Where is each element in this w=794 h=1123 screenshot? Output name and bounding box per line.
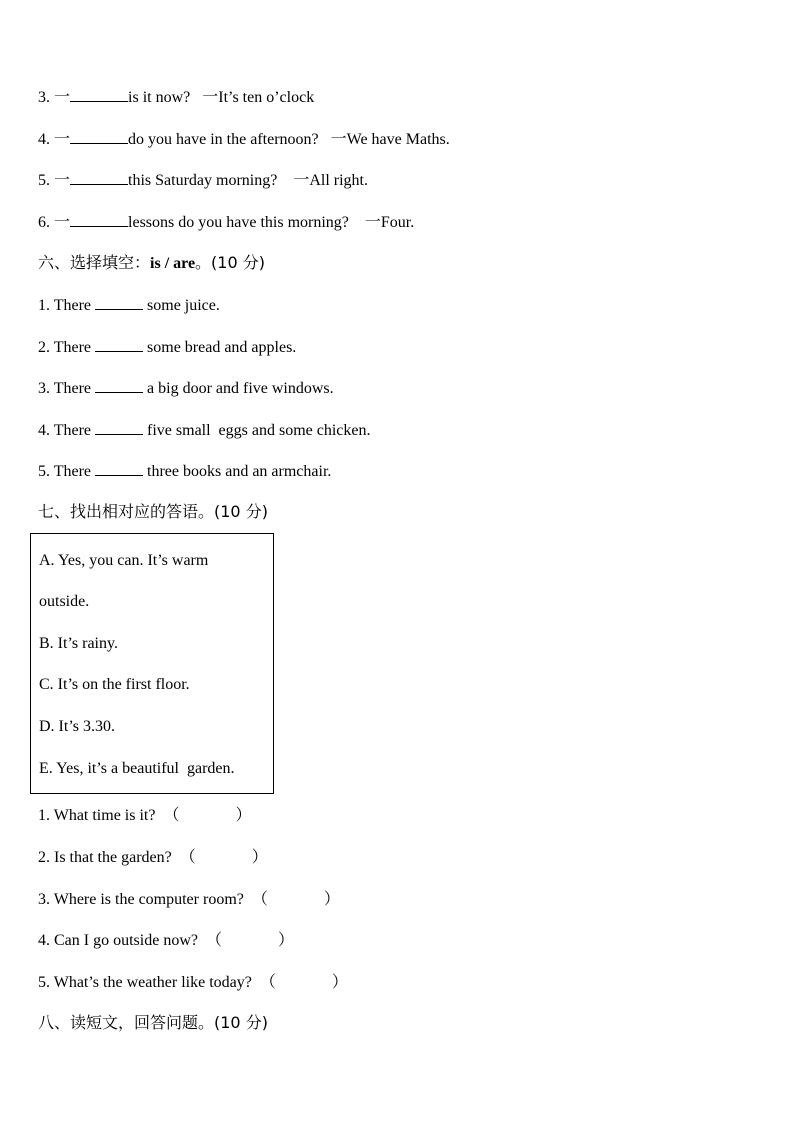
fill-item-4 bbox=[38, 420, 371, 441]
question-text: is it now? 一It’s ten o’clock bbox=[128, 89, 315, 106]
match-question-1 bbox=[38, 806, 251, 826]
question-text: do you have in the afternoon? 一We have Maths. bbox=[128, 131, 450, 148]
answer-blank[interactable] bbox=[70, 87, 128, 102]
answer-parentheses[interactable]: （ ） bbox=[163, 807, 252, 824]
question-5 bbox=[38, 170, 368, 191]
answer-parentheses[interactable]: （ ） bbox=[179, 849, 268, 866]
answer-blank[interactable] bbox=[70, 170, 128, 185]
question-text: 2. Is that the garden? bbox=[38, 849, 180, 866]
item-number: 5. There bbox=[38, 463, 96, 480]
section-7-heading: 七、找出相对应的答语。(10 分) bbox=[38, 502, 268, 521]
match-question-3 bbox=[38, 890, 340, 910]
answer-blank[interactable] bbox=[95, 337, 143, 352]
heading-prefix: 六、选择填空： bbox=[38, 253, 151, 272]
fill-item-2 bbox=[38, 337, 296, 358]
question-text: lessons do you have this morning? 一Four. bbox=[128, 214, 415, 231]
question-text: 3. Where is the computer room? bbox=[38, 891, 252, 908]
fill-item-1 bbox=[38, 295, 220, 316]
option-a-continued: outside. bbox=[39, 593, 90, 610]
item-number: 1. There bbox=[38, 297, 96, 314]
item-number: 2. There bbox=[38, 339, 96, 356]
answer-blank[interactable] bbox=[95, 461, 143, 476]
question-6 bbox=[38, 212, 414, 233]
fill-item-5 bbox=[38, 461, 331, 482]
option-e: E. Yes, it’s a beautiful garden. bbox=[39, 760, 235, 777]
answer-options-box bbox=[30, 533, 274, 794]
question-number: 4. 一 bbox=[38, 131, 71, 148]
option-d: D. It’s 3.30. bbox=[39, 718, 115, 735]
answer-blank[interactable] bbox=[70, 129, 128, 144]
section-8-heading: 八、读短文，回答问题。(10 分) bbox=[38, 1013, 268, 1032]
heading-keywords: is / are bbox=[150, 255, 196, 272]
item-text: some bread and apples. bbox=[147, 339, 297, 356]
item-text: three books and an armchair. bbox=[147, 463, 332, 480]
question-text: 4. Can I go outside now? bbox=[38, 932, 206, 949]
answer-blank[interactable] bbox=[95, 420, 143, 435]
item-number: 3. There bbox=[38, 380, 96, 397]
heading-score: 。(10 分) bbox=[195, 253, 265, 272]
question-number: 3. 一 bbox=[38, 89, 71, 106]
match-question-2 bbox=[38, 848, 268, 868]
question-3 bbox=[38, 87, 314, 108]
answer-parentheses[interactable]: （ ） bbox=[205, 932, 294, 949]
answer-blank[interactable] bbox=[70, 212, 128, 227]
item-text: a big door and five windows. bbox=[147, 380, 334, 397]
match-question-4 bbox=[38, 931, 294, 951]
question-number: 5. 一 bbox=[38, 172, 71, 189]
answer-blank[interactable] bbox=[95, 378, 143, 393]
section-6-heading bbox=[38, 253, 265, 274]
item-text: some juice. bbox=[147, 297, 220, 314]
fill-item-3 bbox=[38, 378, 334, 399]
answer-parentheses[interactable]: （ ） bbox=[259, 974, 348, 991]
option-b: B. It’s rainy. bbox=[39, 635, 118, 652]
question-text: 5. What’s the weather like today? bbox=[38, 974, 260, 991]
question-text: this Saturday morning? 一All right. bbox=[128, 172, 368, 189]
option-c: C. It’s on the first floor. bbox=[39, 676, 190, 693]
question-number: 6. 一 bbox=[38, 214, 71, 231]
question-4 bbox=[38, 129, 450, 150]
answer-blank[interactable] bbox=[95, 295, 143, 310]
answer-parentheses[interactable]: （ ） bbox=[251, 891, 340, 908]
item-text: five small eggs and some chicken. bbox=[147, 422, 371, 439]
option-a: A. Yes, you can. It’s warm bbox=[39, 552, 209, 569]
match-question-5 bbox=[38, 973, 348, 993]
item-number: 4. There bbox=[38, 422, 96, 439]
question-text: 1. What time is it? bbox=[38, 807, 164, 824]
